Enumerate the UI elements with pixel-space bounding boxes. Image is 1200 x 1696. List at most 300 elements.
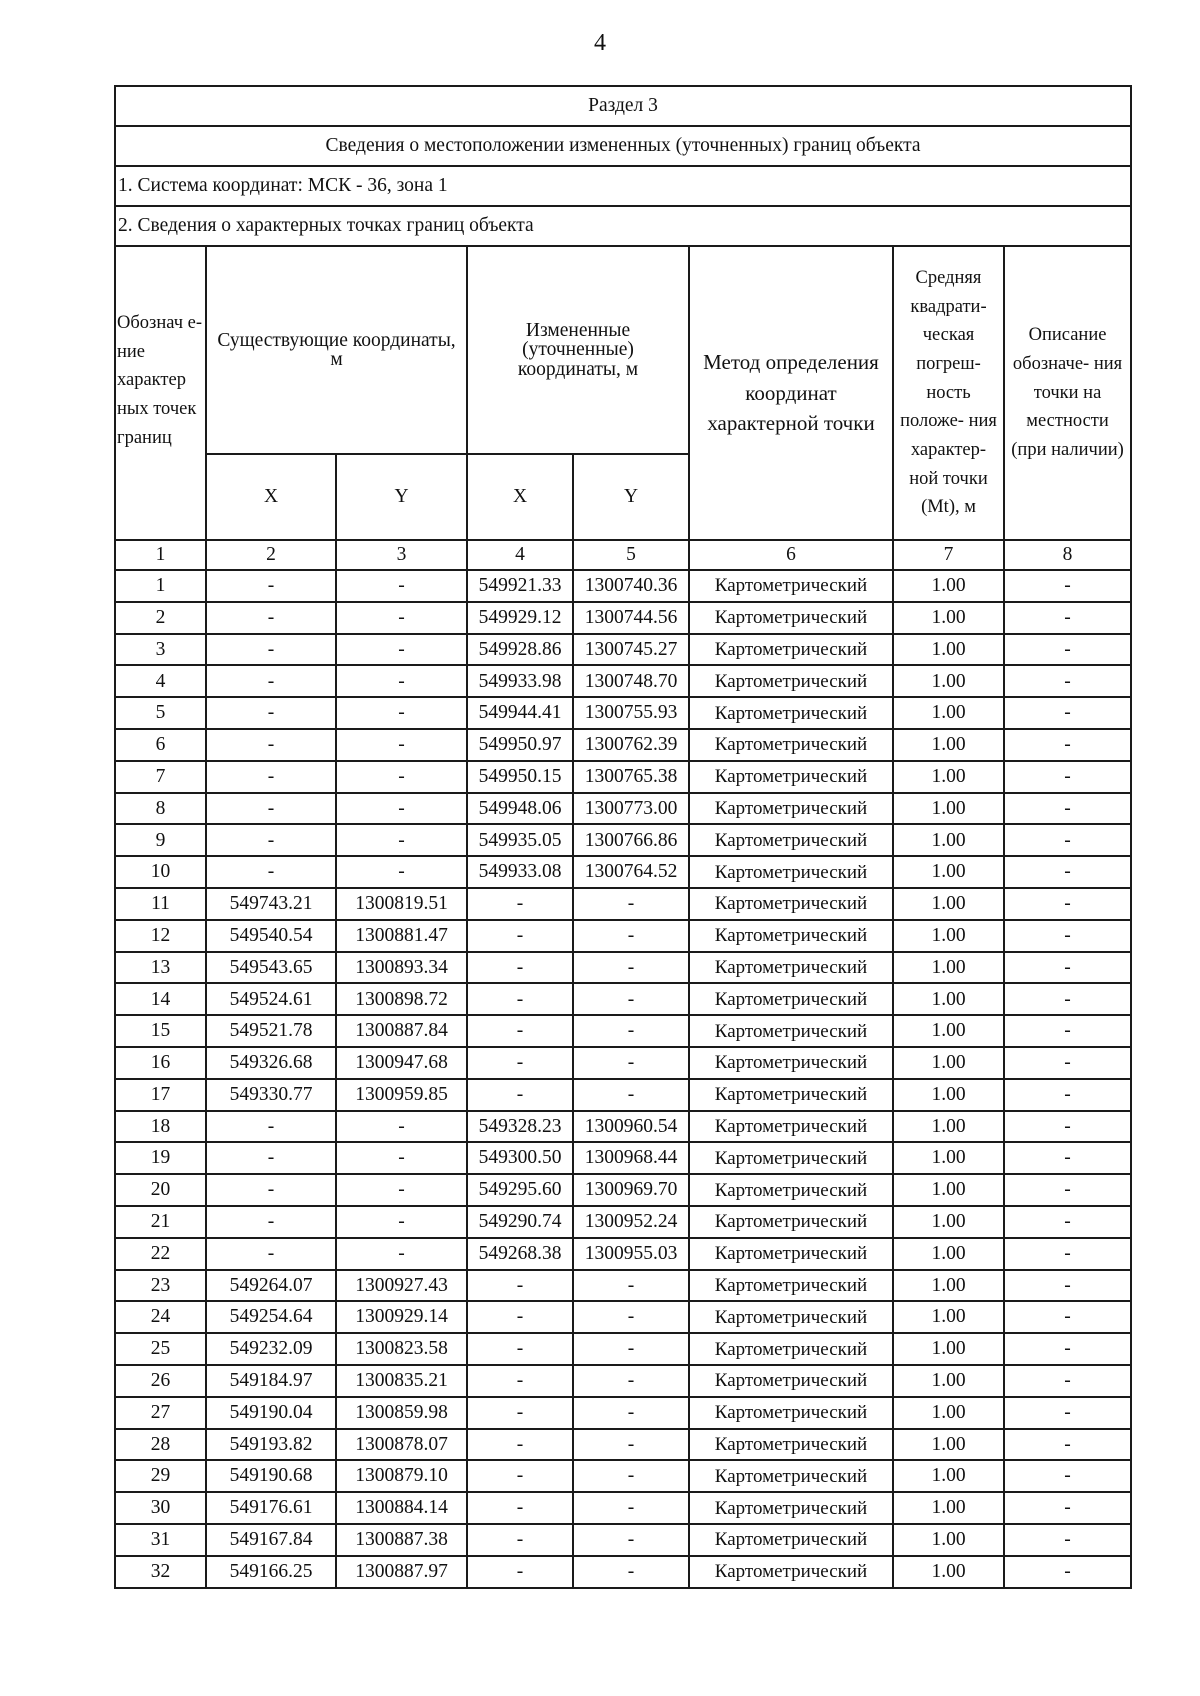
mean-error: 1.00 <box>893 793 1004 825</box>
table-row <box>115 1111 1131 1143</box>
changed-x: 549268.38 <box>467 1238 573 1270</box>
changed-x: 549928.86 <box>467 634 573 666</box>
point-number: 13 <box>115 952 206 984</box>
method: Картометрический <box>689 952 893 984</box>
table-row <box>115 1015 1131 1047</box>
method: Картометрический <box>689 1174 893 1206</box>
existing-x: 549743.21 <box>206 888 336 920</box>
changed-y: - <box>573 1556 689 1588</box>
method: Картометрический <box>689 1206 893 1238</box>
column-number: 4 <box>467 540 573 570</box>
changed-x: - <box>467 1015 573 1047</box>
existing-y: - <box>336 856 467 888</box>
point-number: 3 <box>115 634 206 666</box>
changed-x: - <box>467 1429 573 1461</box>
changed-y: 1300766.86 <box>573 824 689 856</box>
changed-x: - <box>467 1492 573 1524</box>
existing-x: 549524.61 <box>206 983 336 1015</box>
table-row <box>115 1524 1131 1556</box>
existing-x: 549190.04 <box>206 1397 336 1429</box>
point-description: - <box>1004 602 1131 634</box>
changed-x: 549933.08 <box>467 856 573 888</box>
changed-x: - <box>467 1524 573 1556</box>
existing-x: 549540.54 <box>206 920 336 952</box>
point-number: 31 <box>115 1524 206 1556</box>
point-description: - <box>1004 665 1131 697</box>
mean-error: 1.00 <box>893 1556 1004 1588</box>
point-description: - <box>1004 824 1131 856</box>
existing-x: - <box>206 1111 336 1143</box>
method: Картометрический <box>689 1111 893 1143</box>
table-row <box>115 824 1131 856</box>
mean-error: 1.00 <box>893 1111 1004 1143</box>
changed-x: 549300.50 <box>467 1142 573 1174</box>
changed-y: 1300745.27 <box>573 634 689 666</box>
changed-y: 1300765.38 <box>573 761 689 793</box>
existing-y: - <box>336 1174 467 1206</box>
method: Картометрический <box>689 856 893 888</box>
changed-x: 549950.97 <box>467 729 573 761</box>
point-description: - <box>1004 983 1131 1015</box>
point-number: 17 <box>115 1079 206 1111</box>
changed-y: - <box>573 1492 689 1524</box>
point-number: 28 <box>115 1429 206 1461</box>
point-number: 25 <box>115 1333 206 1365</box>
existing-y: - <box>336 761 467 793</box>
existing-y: 1300947.68 <box>336 1047 467 1079</box>
existing-x: 549543.65 <box>206 952 336 984</box>
col-changed-y: Y <box>573 454 689 540</box>
point-number: 27 <box>115 1397 206 1429</box>
mean-error: 1.00 <box>893 1142 1004 1174</box>
changed-x: - <box>467 1270 573 1302</box>
method: Картометрический <box>689 634 893 666</box>
point-description: - <box>1004 1079 1131 1111</box>
point-description: - <box>1004 1460 1131 1492</box>
point-description: - <box>1004 1174 1131 1206</box>
existing-x: 549167.84 <box>206 1524 336 1556</box>
point-number: 10 <box>115 856 206 888</box>
mean-error: 1.00 <box>893 920 1004 952</box>
existing-x: - <box>206 729 336 761</box>
existing-x: - <box>206 1142 336 1174</box>
point-description: - <box>1004 856 1131 888</box>
changed-y: - <box>573 1047 689 1079</box>
col-designation: Обознач е-ние характер ных точек границ <box>115 246 206 540</box>
changed-y: - <box>573 1301 689 1333</box>
table-row <box>115 570 1131 602</box>
point-number: 4 <box>115 665 206 697</box>
method: Картометрический <box>689 793 893 825</box>
method: Картометрический <box>689 602 893 634</box>
existing-x: 549232.09 <box>206 1333 336 1365</box>
method: Картометрический <box>689 1556 893 1588</box>
method: Картометрический <box>689 1460 893 1492</box>
existing-y: - <box>336 1206 467 1238</box>
mean-error: 1.00 <box>893 602 1004 634</box>
method: Картометрический <box>689 920 893 952</box>
changed-y: 1300762.39 <box>573 729 689 761</box>
point-description: - <box>1004 1301 1131 1333</box>
table-row <box>115 761 1131 793</box>
method: Картометрический <box>689 1079 893 1111</box>
section-subtitle: Сведения о местоположении измененных (уточненных) границ объекта <box>115 126 1131 166</box>
method: Картометрический <box>689 888 893 920</box>
point-description: - <box>1004 793 1131 825</box>
point-number: 20 <box>115 1174 206 1206</box>
existing-x: 549193.82 <box>206 1429 336 1461</box>
mean-error: 1.00 <box>893 1174 1004 1206</box>
mean-error: 1.00 <box>893 1397 1004 1429</box>
point-description: - <box>1004 1524 1131 1556</box>
changed-x: - <box>467 1301 573 1333</box>
point-description: - <box>1004 1333 1131 1365</box>
method: Картометрический <box>689 761 893 793</box>
point-number: 32 <box>115 1556 206 1588</box>
point-number: 14 <box>115 983 206 1015</box>
point-description: - <box>1004 729 1131 761</box>
changed-y: - <box>573 1365 689 1397</box>
changed-y: 1300952.24 <box>573 1206 689 1238</box>
mean-error: 1.00 <box>893 1301 1004 1333</box>
col-existing-coords: Существующие координаты, м <box>206 246 467 454</box>
mean-error: 1.00 <box>893 697 1004 729</box>
existing-y: 1300823.58 <box>336 1333 467 1365</box>
mean-error: 1.00 <box>893 888 1004 920</box>
existing-y: - <box>336 570 467 602</box>
method: Картометрический <box>689 983 893 1015</box>
mean-error: 1.00 <box>893 665 1004 697</box>
changed-y: - <box>573 920 689 952</box>
existing-y: 1300884.14 <box>336 1492 467 1524</box>
existing-y: - <box>336 697 467 729</box>
existing-y: 1300881.47 <box>336 920 467 952</box>
point-number: 26 <box>115 1365 206 1397</box>
existing-y: 1300898.72 <box>336 983 467 1015</box>
point-number: 29 <box>115 1460 206 1492</box>
points-info-heading: 2. Сведения о характерных точках границ объекта <box>115 206 1131 246</box>
changed-x: - <box>467 1365 573 1397</box>
changed-x: 549933.98 <box>467 665 573 697</box>
existing-y: - <box>336 1111 467 1143</box>
point-number: 23 <box>115 1270 206 1302</box>
table-row <box>115 1079 1131 1111</box>
mean-error: 1.00 <box>893 824 1004 856</box>
point-number: 5 <box>115 697 206 729</box>
changed-y: - <box>573 952 689 984</box>
col-existing-x: X <box>206 454 336 540</box>
col-description: Описание обозначе- ния точки на местности (при наличии) <box>1004 246 1131 540</box>
point-description: - <box>1004 1238 1131 1270</box>
coordinate-system: 1. Система координат: МСК - 36, зона 1 <box>115 166 1131 206</box>
existing-x: - <box>206 697 336 729</box>
existing-y: 1300929.14 <box>336 1301 467 1333</box>
changed-y: - <box>573 1333 689 1365</box>
existing-y: - <box>336 793 467 825</box>
existing-x: - <box>206 761 336 793</box>
table-row <box>115 1333 1131 1365</box>
mean-error: 1.00 <box>893 983 1004 1015</box>
point-description: - <box>1004 1206 1131 1238</box>
table-row <box>115 952 1131 984</box>
column-number-row <box>115 540 1131 570</box>
changed-y: - <box>573 1460 689 1492</box>
changed-y: 1300764.52 <box>573 856 689 888</box>
mean-error: 1.00 <box>893 856 1004 888</box>
mean-error: 1.00 <box>893 1015 1004 1047</box>
column-number: 6 <box>689 540 893 570</box>
existing-x: 549264.07 <box>206 1270 336 1302</box>
existing-x: 549254.64 <box>206 1301 336 1333</box>
point-number: 24 <box>115 1301 206 1333</box>
existing-y: 1300819.51 <box>336 888 467 920</box>
point-number: 30 <box>115 1492 206 1524</box>
existing-y: - <box>336 665 467 697</box>
mean-error: 1.00 <box>893 1079 1004 1111</box>
existing-y: - <box>336 634 467 666</box>
existing-x: 549166.25 <box>206 1556 336 1588</box>
existing-x: - <box>206 824 336 856</box>
existing-x: - <box>206 570 336 602</box>
changed-x: 549290.74 <box>467 1206 573 1238</box>
point-number: 9 <box>115 824 206 856</box>
changed-x: 549929.12 <box>467 602 573 634</box>
existing-x: - <box>206 1174 336 1206</box>
column-number: 3 <box>336 540 467 570</box>
changed-x: 549935.05 <box>467 824 573 856</box>
mean-error: 1.00 <box>893 729 1004 761</box>
method: Картометрический <box>689 697 893 729</box>
table-row <box>115 602 1131 634</box>
table-row <box>115 634 1131 666</box>
method: Картометрический <box>689 1397 893 1429</box>
boundary-points-table <box>114 85 1132 1589</box>
mean-error: 1.00 <box>893 570 1004 602</box>
changed-x: - <box>467 888 573 920</box>
changed-x: 549921.33 <box>467 570 573 602</box>
point-description: - <box>1004 1492 1131 1524</box>
mean-error: 1.00 <box>893 1524 1004 1556</box>
point-number: 2 <box>115 602 206 634</box>
point-description: - <box>1004 1429 1131 1461</box>
changed-y: - <box>573 1079 689 1111</box>
point-number: 21 <box>115 1206 206 1238</box>
existing-y: 1300878.07 <box>336 1429 467 1461</box>
method: Картометрический <box>689 1492 893 1524</box>
column-number: 5 <box>573 540 689 570</box>
point-description: - <box>1004 1047 1131 1079</box>
method: Картометрический <box>689 1365 893 1397</box>
existing-y: - <box>336 602 467 634</box>
existing-y: 1300859.98 <box>336 1397 467 1429</box>
column-number: 1 <box>115 540 206 570</box>
table-row <box>115 1429 1131 1461</box>
method: Картометрический <box>689 665 893 697</box>
mean-error: 1.00 <box>893 1333 1004 1365</box>
mean-error: 1.00 <box>893 1429 1004 1461</box>
changed-y: 1300968.44 <box>573 1142 689 1174</box>
existing-y: - <box>336 729 467 761</box>
existing-x: - <box>206 1206 336 1238</box>
mean-error: 1.00 <box>893 1047 1004 1079</box>
table-row <box>115 920 1131 952</box>
changed-x: 549944.41 <box>467 697 573 729</box>
method: Картометрический <box>689 1333 893 1365</box>
point-description: - <box>1004 1270 1131 1302</box>
existing-x: 549330.77 <box>206 1079 336 1111</box>
existing-y: 1300959.85 <box>336 1079 467 1111</box>
table-row <box>115 1301 1131 1333</box>
changed-x: - <box>467 1333 573 1365</box>
col-existing-y: Y <box>336 454 467 540</box>
method: Картометрический <box>689 570 893 602</box>
changed-x: - <box>467 1079 573 1111</box>
changed-y: 1300744.56 <box>573 602 689 634</box>
existing-x: - <box>206 602 336 634</box>
table-row <box>115 697 1131 729</box>
page-number: 4 <box>594 30 606 56</box>
table-row <box>115 1206 1131 1238</box>
point-number: 7 <box>115 761 206 793</box>
point-number: 12 <box>115 920 206 952</box>
point-description: - <box>1004 888 1131 920</box>
changed-x: - <box>467 1556 573 1588</box>
changed-y: 1300748.70 <box>573 665 689 697</box>
point-description: - <box>1004 952 1131 984</box>
existing-y: 1300893.34 <box>336 952 467 984</box>
section-title: Раздел 3 <box>115 86 1131 126</box>
changed-y: - <box>573 1429 689 1461</box>
changed-x: - <box>467 920 573 952</box>
existing-y: - <box>336 824 467 856</box>
existing-y: 1300879.10 <box>336 1460 467 1492</box>
changed-x: - <box>467 1047 573 1079</box>
table-row <box>115 1397 1131 1429</box>
table-row <box>115 1365 1131 1397</box>
method: Картометрический <box>689 1238 893 1270</box>
existing-x: 549176.61 <box>206 1492 336 1524</box>
point-number: 16 <box>115 1047 206 1079</box>
mean-error: 1.00 <box>893 1365 1004 1397</box>
table-row <box>115 1460 1131 1492</box>
table-row <box>115 729 1131 761</box>
changed-y: 1300955.03 <box>573 1238 689 1270</box>
point-number: 8 <box>115 793 206 825</box>
column-number: 2 <box>206 540 336 570</box>
existing-x: 549190.68 <box>206 1460 336 1492</box>
table-row <box>115 888 1131 920</box>
changed-y: - <box>573 888 689 920</box>
table-row <box>115 665 1131 697</box>
point-number: 15 <box>115 1015 206 1047</box>
method: Картометрический <box>689 729 893 761</box>
mean-error: 1.00 <box>893 1270 1004 1302</box>
changed-x: 549950.15 <box>467 761 573 793</box>
column-number: 7 <box>893 540 1004 570</box>
mean-error: 1.00 <box>893 1460 1004 1492</box>
method: Картометрический <box>689 1270 893 1302</box>
existing-x: - <box>206 634 336 666</box>
point-description: - <box>1004 920 1131 952</box>
col-error: Средняя квадрати- ческая погреш- ность положе- ния характер- ной точки (Mt), м <box>893 246 1004 540</box>
mean-error: 1.00 <box>893 1206 1004 1238</box>
method: Картометрический <box>689 1429 893 1461</box>
changed-y: - <box>573 1524 689 1556</box>
point-number: 22 <box>115 1238 206 1270</box>
table-row <box>115 1556 1131 1588</box>
point-description: - <box>1004 1015 1131 1047</box>
existing-x: - <box>206 856 336 888</box>
table-row <box>115 856 1131 888</box>
point-number: 19 <box>115 1142 206 1174</box>
table-row <box>115 793 1131 825</box>
changed-y: 1300969.70 <box>573 1174 689 1206</box>
existing-y: 1300887.38 <box>336 1524 467 1556</box>
point-description: - <box>1004 1111 1131 1143</box>
changed-x: - <box>467 983 573 1015</box>
point-description: - <box>1004 1365 1131 1397</box>
existing-y: 1300887.97 <box>336 1556 467 1588</box>
changed-y: 1300755.93 <box>573 697 689 729</box>
changed-x: 549948.06 <box>467 793 573 825</box>
point-description: - <box>1004 1397 1131 1429</box>
changed-x: - <box>467 1397 573 1429</box>
changed-x: 549295.60 <box>467 1174 573 1206</box>
changed-y: 1300740.36 <box>573 570 689 602</box>
existing-y: - <box>336 1142 467 1174</box>
method: Картометрический <box>689 824 893 856</box>
changed-y: - <box>573 983 689 1015</box>
col-method: Метод определения координат характерной точки <box>689 246 893 540</box>
changed-y: - <box>573 1270 689 1302</box>
existing-y: 1300927.43 <box>336 1270 467 1302</box>
method: Картометрический <box>689 1047 893 1079</box>
existing-x: - <box>206 665 336 697</box>
changed-x: - <box>467 952 573 984</box>
table-row <box>115 1270 1131 1302</box>
method: Картометрический <box>689 1015 893 1047</box>
method: Картометрический <box>689 1524 893 1556</box>
changed-y: 1300773.00 <box>573 793 689 825</box>
table-row <box>115 1238 1131 1270</box>
method: Картометрический <box>689 1142 893 1174</box>
existing-y: 1300835.21 <box>336 1365 467 1397</box>
changed-y: 1300960.54 <box>573 1111 689 1143</box>
mean-error: 1.00 <box>893 634 1004 666</box>
existing-y: - <box>336 1238 467 1270</box>
table-row <box>115 1142 1131 1174</box>
table-row <box>115 1047 1131 1079</box>
existing-x: - <box>206 1238 336 1270</box>
existing-x: 549184.97 <box>206 1365 336 1397</box>
col-changed-x: X <box>467 454 573 540</box>
point-description: - <box>1004 697 1131 729</box>
existing-y: 1300887.84 <box>336 1015 467 1047</box>
table-row <box>115 1492 1131 1524</box>
point-number: 1 <box>115 570 206 602</box>
point-number: 11 <box>115 888 206 920</box>
existing-x: 549326.68 <box>206 1047 336 1079</box>
changed-y: - <box>573 1015 689 1047</box>
table-row <box>115 983 1131 1015</box>
mean-error: 1.00 <box>893 761 1004 793</box>
method: Картометрический <box>689 1301 893 1333</box>
point-description: - <box>1004 761 1131 793</box>
col-changed-coords: Измененные (уточненные) координаты, м <box>467 246 689 454</box>
existing-x: 549521.78 <box>206 1015 336 1047</box>
changed-y: - <box>573 1397 689 1429</box>
changed-x: - <box>467 1460 573 1492</box>
